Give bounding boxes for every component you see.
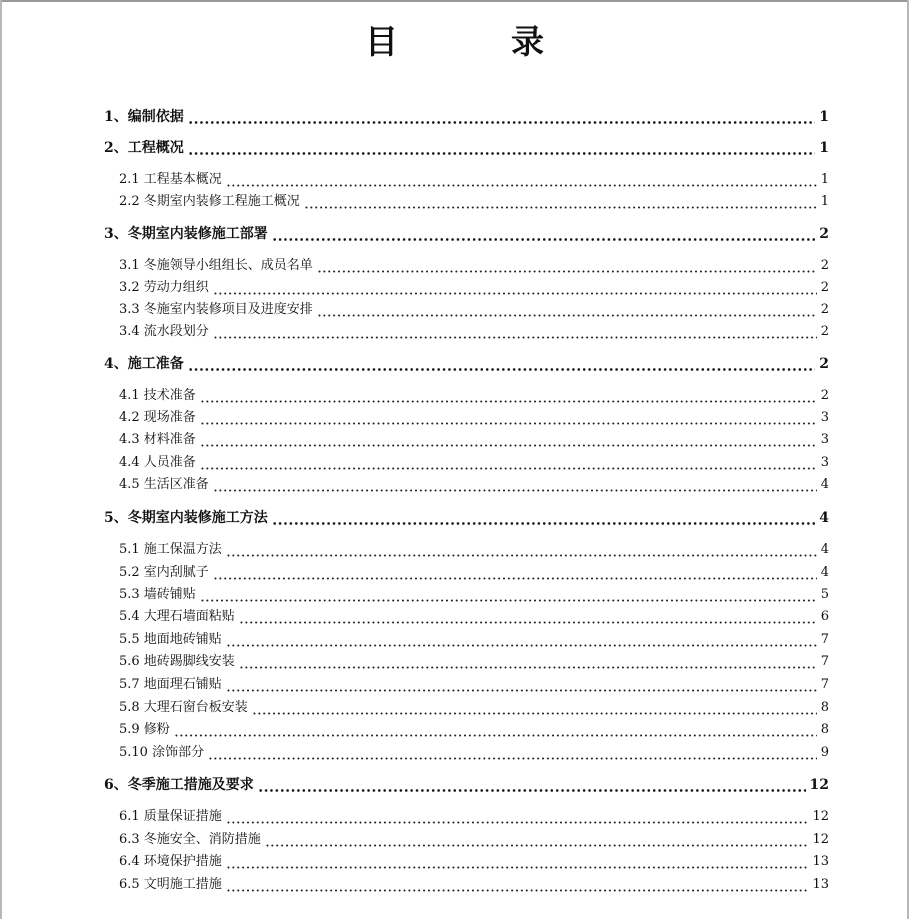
toc-leader-dots: [226, 676, 817, 692]
toc-leader-dots: [226, 171, 817, 187]
toc-leader-dots: [213, 564, 817, 580]
toc-entry-page-number: 2: [820, 324, 829, 339]
toc-leader-dots: [200, 431, 817, 447]
toc-entry[interactable]: [119, 606, 829, 628]
toc-entry[interactable]: [119, 851, 829, 873]
toc-entry[interactable]: [104, 137, 829, 159]
toc-entry-page-number: 12: [809, 777, 829, 793]
toc-leader-dots: [239, 608, 817, 624]
toc-entry-page-number: 6: [820, 609, 829, 624]
toc-leader-dots: [265, 831, 809, 847]
toc-leader-dots: [226, 876, 809, 892]
toc-entry[interactable]: [104, 774, 829, 796]
toc-entry[interactable]: [119, 474, 829, 496]
toc-entry[interactable]: [119, 321, 829, 343]
toc-leader-dots: [226, 541, 817, 557]
toc-entry-page-number: 7: [820, 632, 829, 647]
toc-entry[interactable]: [104, 353, 829, 375]
toc-entry[interactable]: [119, 562, 829, 584]
toc-entry[interactable]: [119, 629, 829, 651]
toc-entry[interactable]: [104, 507, 829, 529]
toc-entry-page-number: 2: [819, 356, 829, 372]
toc-entry-page-number: 2: [820, 388, 829, 403]
toc-leader-dots: [188, 139, 816, 155]
toc-entry-label: 4.2 现场准备: [119, 410, 196, 425]
toc-leader-dots: [226, 631, 817, 647]
toc-entry-page-number: 1: [820, 172, 829, 187]
toc-leader-dots: [252, 699, 817, 715]
toc-leader-dots: [258, 776, 806, 792]
toc-entry[interactable]: [119, 674, 829, 696]
toc-leader-dots: [200, 454, 817, 470]
toc-entry-page-number: 5: [820, 587, 829, 602]
toc-leader-dots: [317, 257, 817, 273]
toc-entry[interactable]: [119, 742, 829, 764]
toc-leader-dots: [239, 653, 817, 669]
toc-entry-label: 5.2 室内刮腻子: [119, 565, 209, 580]
toc-leader-dots: [188, 355, 816, 371]
toc-entry-page-number: 2: [819, 226, 829, 242]
toc-entry[interactable]: [104, 106, 829, 128]
toc-entry[interactable]: [119, 191, 829, 213]
toc-entry[interactable]: [119, 829, 829, 851]
toc-entry-label: 3.1 冬施领导小组组长、成员名单: [119, 258, 313, 273]
toc-entry-label: 5.9 修粉: [119, 722, 170, 737]
toc-entry-page-number: 4: [820, 565, 829, 580]
toc-leader-dots: [200, 387, 817, 403]
toc-entry-label: 6、冬季施工措施及要求: [104, 777, 254, 793]
toc-entry-label: 3.2 劳动力组织: [119, 280, 209, 295]
toc-entry-label: 6.5 文明施工措施: [119, 877, 222, 892]
toc-entry-label: 5.1 施工保温方法: [119, 542, 222, 557]
toc-leader-dots: [200, 586, 817, 602]
toc-leader-dots: [317, 301, 817, 317]
toc-entry-page-number: 8: [820, 722, 829, 737]
toc-entry[interactable]: [119, 407, 829, 429]
toc-entry-label: 5.5 地面地砖铺贴: [119, 632, 222, 647]
toc-entry-page-number: 8: [820, 700, 829, 715]
toc-entry-label: 6.1 质量保证措施: [119, 809, 222, 824]
toc-entry-page-number: 2: [820, 280, 829, 295]
toc-entry-label: 5.3 墙砖铺贴: [119, 587, 196, 602]
toc-entry-label: 3.4 流水段划分: [119, 324, 209, 339]
toc-entry-label: 1、编制依据: [104, 109, 184, 125]
toc-entry-page-number: 7: [820, 654, 829, 669]
toc-entry[interactable]: [119, 169, 829, 191]
toc-entry[interactable]: [119, 255, 829, 277]
toc-leader-dots: [213, 323, 817, 339]
toc-leader-dots: [213, 279, 817, 295]
toc-entry-page-number: 4: [819, 510, 829, 526]
toc-entry-label: 6.4 环境保护措施: [119, 854, 222, 869]
toc-entry-page-number: 2: [820, 258, 829, 273]
toc-entry-label: 5.8 大理石窗台板安装: [119, 700, 248, 715]
toc-entry-label: 3.3 冬施室内装修项目及进度安排: [119, 302, 313, 317]
toc-entry[interactable]: [119, 385, 829, 407]
toc-entry[interactable]: [119, 539, 829, 561]
toc-leader-dots: [304, 193, 817, 209]
toc-entry-page-number: 1: [820, 194, 829, 209]
toc-entry[interactable]: [119, 452, 829, 474]
toc-leader-dots: [200, 409, 817, 425]
toc-entry-label: 4.4 人员准备: [119, 455, 196, 470]
toc-entry[interactable]: [119, 651, 829, 673]
toc-entry[interactable]: [119, 299, 829, 321]
toc-entry-page-number: 7: [820, 677, 829, 692]
toc-entry-page-number: 3: [820, 455, 829, 470]
toc-entry-label: 5.4 大理石墙面粘贴: [119, 609, 235, 624]
toc-entry-label: 5.10 涂饰部分: [119, 745, 205, 760]
toc-entry-label: 4.5 生活区准备: [119, 477, 209, 492]
toc-leader-dots: [188, 108, 816, 124]
toc-leader-dots: [272, 509, 816, 525]
toc-entry-label: 6.3 冬施安全、消防措施: [119, 832, 261, 847]
toc-entry-label: 5.7 地面理石铺贴: [119, 677, 222, 692]
toc-entry-label: 5、冬期室内装修施工方法: [104, 510, 268, 526]
toc-entry-page-number: 1: [819, 109, 829, 125]
toc-leader-dots: [226, 853, 809, 869]
toc-entry-label: 2.1 工程基本概况: [119, 172, 222, 187]
toc-entry-label: 3、冬期室内装修施工部署: [104, 226, 268, 242]
toc-entry-label: 4.1 技术准备: [119, 388, 196, 403]
toc-entry-label: 4、施工准备: [104, 356, 184, 372]
toc-entry[interactable]: [119, 874, 829, 896]
toc-entry[interactable]: [119, 697, 829, 719]
toc-leader-dots: [174, 721, 817, 737]
toc-entry-page-number: 4: [820, 477, 829, 492]
toc-entry[interactable]: [119, 429, 829, 451]
toc-entry[interactable]: [119, 806, 829, 828]
toc-entry-page-number: 13: [812, 854, 829, 869]
toc-leader-dots: [226, 808, 809, 824]
toc-entry-label: 5.6 地砖踢脚线安装: [119, 654, 235, 669]
toc-entry-page-number: 13: [812, 877, 829, 892]
toc-entry[interactable]: [119, 719, 829, 741]
toc-entry-label: 4.3 材料准备: [119, 432, 196, 447]
toc-leader-dots: [208, 744, 817, 760]
toc-entry[interactable]: [119, 584, 829, 606]
toc-entry[interactable]: [104, 223, 829, 245]
toc-entry-page-number: 1: [819, 140, 829, 156]
toc-entry-label: 2.2 冬期室内装修工程施工概况: [119, 194, 300, 209]
toc-entry-page-number: 3: [820, 410, 829, 425]
toc-leader-dots: [213, 476, 817, 492]
toc-entry-page-number: 2: [820, 302, 829, 317]
page-title: 目 录: [365, 22, 584, 61]
toc-entry-label: 2、工程概况: [104, 140, 184, 156]
toc-leader-dots: [272, 225, 816, 241]
toc-entry-page-number: 3: [820, 432, 829, 447]
toc-entry-page-number: 12: [812, 809, 829, 824]
toc-entry[interactable]: [119, 277, 829, 299]
toc-entry-page-number: 4: [820, 542, 829, 557]
toc-entry-page-number: 12: [812, 832, 829, 847]
toc-entry-page-number: 9: [820, 745, 829, 760]
